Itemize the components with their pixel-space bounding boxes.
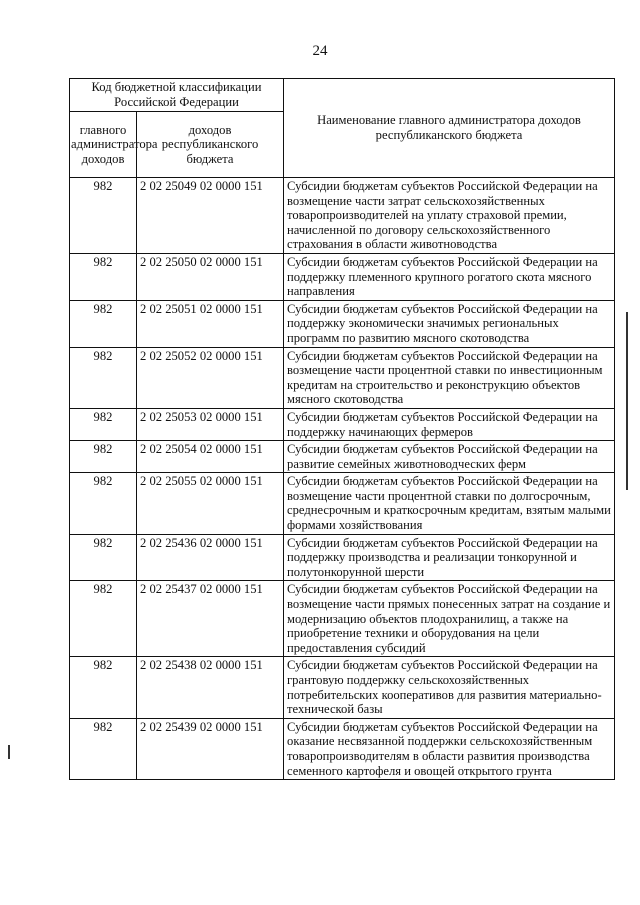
header-row-group [70, 79, 615, 112]
cell-admin-code: 982 [70, 408, 137, 440]
cell-admin-code: 982 [70, 718, 137, 779]
header-republican-revenue: доходов республиканского бюджета [137, 112, 284, 178]
cell-administrator-name: Субсидии бюджетам субъектов Российской Федерации на оказание несвязанной поддержки сельскохозяйственным товаропроизводителям в области развития производства семенного картофеля и овощей открытого грунта [284, 718, 615, 779]
page-number: 24 [312, 43, 328, 59]
cell-administrator-name: Субсидии бюджетам субъектов Российской Федерации на грантовую поддержку сельскохозяйственных потребительских кооперативов для развития материально-технической базы [284, 657, 615, 718]
table-row [70, 657, 615, 718]
cell-administrator-name: Субсидии бюджетам субъектов Российской Федерации на возмещение части процентной ставки по инвестиционным кредитам на строительство и реконструкцию объектов мясного скотоводства [284, 347, 615, 408]
header-budget-classification-code: Код бюджетной классификации Российской Федерации [70, 79, 284, 112]
cell-revenue-code: 2 02 25439 02 0000 151 [137, 718, 284, 779]
cell-admin-code: 982 [70, 300, 137, 347]
cell-admin-code: 982 [70, 581, 137, 657]
table-row [70, 473, 615, 534]
cell-administrator-name: Субсидии бюджетам субъектов Российской Федерации на поддержку племенного крупного рогатого скота мясного направления [284, 253, 615, 300]
cell-revenue-code: 2 02 25436 02 0000 151 [137, 534, 284, 581]
header-main-administrator: главного администратора доходов [70, 112, 137, 178]
cell-admin-code: 982 [70, 178, 137, 254]
cell-revenue-code: 2 02 25053 02 0000 151 [137, 408, 284, 440]
cell-administrator-name: Субсидии бюджетам субъектов Российской Федерации на возмещение части затрат сельскохозяйственных товаропроизводителей на уплату страховой премии, начисленной по договору сельскохозяйственного страхования в области животноводства [284, 178, 615, 254]
header-administrator-name: Наименование главного администратора доходов республиканского бюджета [284, 79, 615, 178]
table-row [70, 178, 615, 254]
cell-administrator-name: Субсидии бюджетам субъектов Российской Федерации на поддержку начинающих фермеров [284, 408, 615, 440]
cell-admin-code: 982 [70, 657, 137, 718]
table-row [70, 534, 615, 581]
cell-revenue-code: 2 02 25052 02 0000 151 [137, 347, 284, 408]
cell-administrator-name: Субсидии бюджетам субъектов Российской Федерации на поддержку экономически значимых региональных программ по развитию мясного скотоводства [284, 300, 615, 347]
cell-revenue-code: 2 02 25437 02 0000 151 [137, 581, 284, 657]
cell-revenue-code: 2 02 25438 02 0000 151 [137, 657, 284, 718]
scan-edge-mark [8, 745, 10, 759]
cell-administrator-name: Субсидии бюджетам субъектов Российской Федерации на возмещение части прямых понесенных затрат на создание и модернизацию объектов плодохранилищ, а также на приобретение техники и оборудования на цели предоставления субсидий [284, 581, 615, 657]
cell-revenue-code: 2 02 25051 02 0000 151 [137, 300, 284, 347]
table-row [70, 300, 615, 347]
cell-revenue-code: 2 02 25050 02 0000 151 [137, 253, 284, 300]
cell-revenue-code: 2 02 25055 02 0000 151 [137, 473, 284, 534]
cell-admin-code: 982 [70, 534, 137, 581]
table-row [70, 441, 615, 473]
table-body [70, 178, 615, 780]
table-row [70, 408, 615, 440]
cell-admin-code: 982 [70, 473, 137, 534]
cell-revenue-code: 2 02 25054 02 0000 151 [137, 441, 284, 473]
cell-admin-code: 982 [70, 253, 137, 300]
cell-admin-code: 982 [70, 347, 137, 408]
scan-edge-mark [626, 312, 628, 490]
table-row [70, 347, 615, 408]
table-row [70, 253, 615, 300]
cell-administrator-name: Субсидии бюджетам субъектов Российской Федерации на развитие семейных животноводческих ферм [284, 441, 615, 473]
table-row [70, 581, 615, 657]
cell-revenue-code: 2 02 25049 02 0000 151 [137, 178, 284, 254]
budget-classification-table [69, 78, 615, 780]
table-row [70, 718, 615, 779]
cell-admin-code: 982 [70, 441, 137, 473]
cell-administrator-name: Субсидии бюджетам субъектов Российской Федерации на поддержку производства и реализации тонкорунной и полутонкорунной шерсти [284, 534, 615, 581]
cell-administrator-name: Субсидии бюджетам субъектов Российской Федерации на возмещение части процентной ставки по долгосрочным, среднесрочным и краткосрочным кредитам, взятым малыми формами хозяйствования [284, 473, 615, 534]
